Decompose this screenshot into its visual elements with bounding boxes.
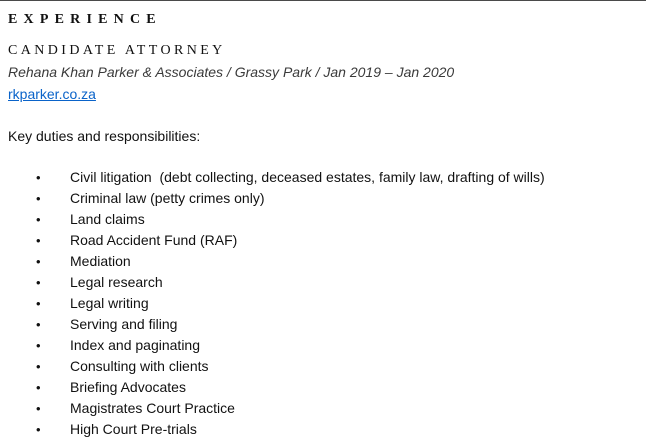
list-item: [8, 209, 638, 230]
bullet-icon: •: [36, 401, 41, 416]
list-item: [8, 251, 638, 272]
list-item-text: Index and paginating: [70, 337, 200, 353]
list-item-text: Civil litigation (debt collecting, deceased estates, family law, drafting of wills): [70, 169, 545, 185]
list-item: [8, 314, 638, 335]
bullet-icon: •: [36, 359, 41, 374]
list-item-text: Legal writing: [70, 295, 149, 311]
job-meta: Rehana Khan Parker & Associates / Grassy Park / Jan 2019 – Jan 2020: [8, 64, 455, 80]
duties-list: [8, 167, 638, 440]
bullet-icon: •: [36, 275, 41, 290]
list-item: [8, 356, 638, 377]
bullet-icon: •: [36, 233, 41, 248]
list-item-text: High Court Pre-trials: [70, 421, 197, 437]
list-item-text: Serving and filing: [70, 316, 178, 332]
list-item-text: Consulting with clients: [70, 358, 209, 374]
resume-document: [8, 10, 638, 440]
list-item-text: Briefing Advocates: [70, 379, 186, 395]
bullet-icon: •: [36, 317, 41, 332]
bullet-icon: •: [36, 254, 41, 269]
bullet-icon: •: [36, 212, 41, 227]
list-item: [8, 188, 638, 209]
bullet-icon: •: [36, 422, 41, 437]
duties-heading: Key duties and responsibilities:: [8, 128, 201, 144]
page-top-border: [0, 0, 646, 1]
list-item-text: Criminal law (petty crimes only): [70, 190, 265, 206]
list-item: [8, 293, 638, 314]
list-item: [8, 419, 638, 440]
bullet-icon: •: [36, 170, 41, 185]
employer-website-link[interactable]: rkparker.co.za: [8, 86, 96, 102]
list-item: [8, 230, 638, 251]
list-item-text: Legal research: [70, 274, 163, 290]
list-item-text: Magistrates Court Practice: [70, 400, 235, 416]
bullet-icon: •: [36, 296, 41, 311]
list-item-text: Mediation: [70, 253, 131, 269]
bullet-icon: •: [36, 191, 41, 206]
list-item: [8, 167, 638, 188]
list-item: [8, 335, 638, 356]
bullet-icon: •: [36, 380, 41, 395]
job-title: CANDIDATE ATTORNEY: [8, 43, 226, 58]
list-item-text: Land claims: [70, 211, 145, 227]
list-item-text: Road Accident Fund (RAF): [70, 232, 238, 248]
section-heading: EXPERIENCE: [8, 12, 162, 27]
list-item: [8, 377, 638, 398]
bullet-icon: •: [36, 338, 41, 353]
list-item: [8, 272, 638, 293]
list-item: [8, 398, 638, 419]
